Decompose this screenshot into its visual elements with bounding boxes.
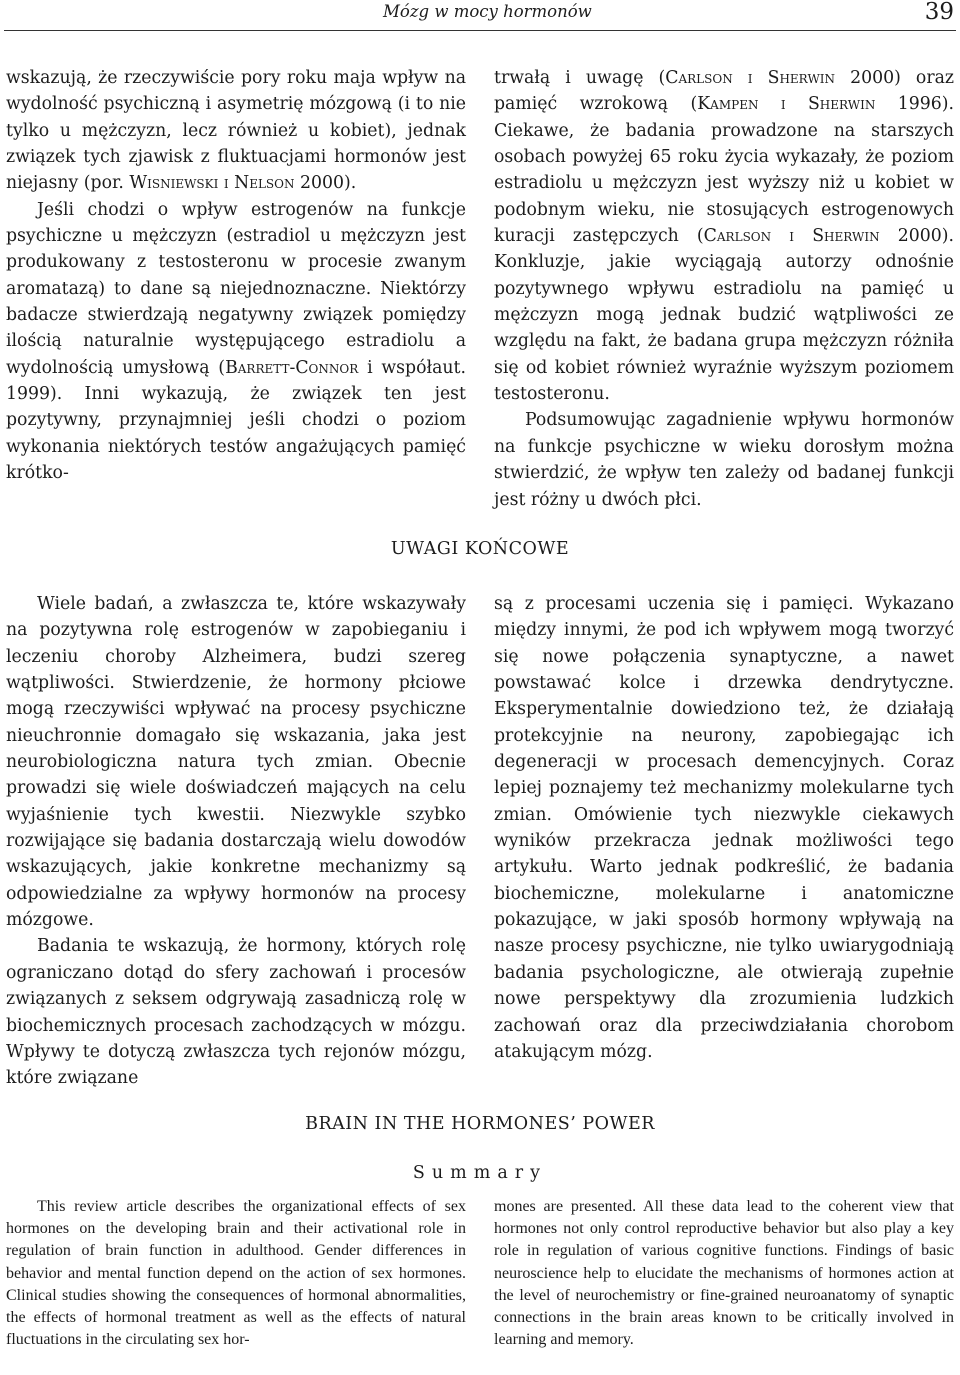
page-number: 39	[924, 0, 954, 25]
paragraph: są z procesami uczenia się i pamięci. Wykazano między innymi, że pod ich wpływem mogą tworzyć się nowe połączenia synaptyczne, a nawet powstawać kolce i drzewka dendrytyczne. Eksperymentalnie dowiedziono też, że działają protekcyjnie na neurony, zapobiegając ich degeneracji w procesach demencyjnych. Coraz lepiej poznajemy też mechanizmy molekularne tych zmian. Omówienie tych niezwykle ciekawych wyników przekracza jednak możliwości tego artykułu. Warto jednak podkreślić, że badania biochemiczne, molekularne i anatomiczne pokazujące, w jaki sposób hormony wpływają na nasze procesy psychiczne, nie tylko uwiarygodniają badania psychologiczne, ale otwierają zupełnie nowe perspektywy dla zrozumienia ludzkich zachowań oraz dla przeciwdziałania chorobom atakującym mózg.	[494, 594, 954, 1062]
paragraph: mones are presented. All these data lead to the coherent view that hormones not only control reproductive behavior but also play a key role in regulation of various cognitive functions. Findings of basic neuroscience help to elucidate the mechanisms of hormones action at the level of neurochemistry or fine-grained neuroanatomy of synaptic connections in the brain areas known to be critically involved in learning and memory.	[494, 1198, 954, 1349]
citation: Kampen i Sherwin	[697, 94, 876, 115]
conclusions-right-column	[494, 591, 954, 1065]
citation: Barrett-Connor	[225, 357, 359, 378]
paragraph: wskazują, że rzeczywiście pory roku maja wpływ na wydolność psychiczną i asymetrię mózgową (i to nie tylko u mężczyzn, lecz również u kobiet), jednak związek tych zjawisk z fluktuacjami hormonów jest niejasny (por. Wisniewski i Nelson 2000).	[6, 68, 466, 194]
paragraph: Badania te wskazują, że hormony, których rolę ograniczano dotąd do sfery zachowań i procesów związanych z seksem odgrywają zasadniczą rolę w biochemicznych procesach zachodzących w mózgu. Wpływy te dotyczą zwłaszcza tych rejonów mózgu, które związane	[6, 936, 466, 1089]
running-title: Mózg w mocy hormonów	[383, 2, 592, 21]
page-header	[0, 0, 960, 30]
citation: Wisniewski i Nelson	[129, 173, 295, 194]
paragraph: trwałą i uwagę (Carlson i Sherwin 2000) oraz pamięć wzrokową (Kampen i Sherwin 1996). Ciekawe, że badania prowadzone na starszych osobach powyżej 65 roku życia wykazały, że poziom estradiolu u mężczyzn jest wyższy niż u kobiet w podobnym wieku, nie stosujących estrogenowych kuracji zastępczych (Carlson i Sherwin 2000). Konkluzje, jakie wyciągają autorzy odnośnie pozytywnego wpływu estradiolu na pamięć u mężczyzn mogą jednak budzić wątpliwości ze względu na fakt, że badana grupa mężczyzn różniła się od kobiet również wyraźnie wyższym poziomem testosteronu.	[494, 68, 954, 405]
section-heading: UWAGI KOŃCOWE	[390, 539, 570, 559]
citation: Carlson i Sherwin	[703, 226, 880, 247]
intro-right-column	[494, 65, 954, 513]
summary-right-column	[494, 1196, 954, 1351]
citation: Carlson i Sherwin	[665, 68, 836, 88]
paragraph: This review article describes the organizational effects of sex hormones on the developing brain and their activational role in regulation of brain function in adulthood. Gender differences in behavior and mental function depend on the action of sex hormones. Clinical studies showing the consequences of hormonal abnormalities, the effects of hormonal treatment as well as the effects of natural fluctuations in the circulating sex hor-	[6, 1198, 466, 1349]
paragraph: Jeśli chodzi o wpływ estrogenów na funkcje psychiczne u mężczyzn (estradiol u mężczyzn jest produkowany z testosteronu w procesie zwanym aromatazą) to dane są niejednoznaczne. Niektórzy badacze stwierdzają negatywny związek pomiędzy ilością naturalnie występującego estradiolu a wydolnością umysłową (Barrett-Connor i współaut. 1999). Inni wykazują, że związek ten jest pozytywny, przynajmniej jeśli chodzi o poziom wykonania niektórych testów angażujących pamięć krótko-	[6, 199, 466, 484]
conclusions-left-column	[6, 591, 466, 1092]
summary-left-column	[6, 1196, 466, 1351]
header-rule	[4, 30, 956, 31]
paragraph: Wiele badań, a zwłaszcza te, które wskazywały na pozytywna rolę estrogenów w zapobieganiu i leczeniu choroby Alzheimera, budzi szereg wątpliwości. Stwierdzenie, że hormony płciowe mogą rzeczywiści wpływać na procesy psychiczne nieuchronnie domagało się wskazania, jaka jest neurobiologiczna natura tych zmian. Obecnie prowadzi się wiele doświadczeń mających na celu wyjaśnienie tych kwestii. Niezwykle szybko rozwijające się badania dostarczają wielu dowodów wskazujących, jakie konkretne mechanizmy są odpowiedzialne za wpływy hormonów na procesy mózgowe.	[6, 594, 466, 931]
summary-heading: Summary	[412, 1163, 548, 1183]
intro-left-column	[6, 65, 466, 487]
english-title: BRAIN IN THE HORMONES’ POWER	[305, 1114, 655, 1134]
paragraph: Podsumowując zagadnienie wpływu hormonów na funkcje psychiczne w wieku dorosłym można stwierdzić, że wpływ ten zależy od badanej funkcji jest różny u dwóch płci.	[494, 410, 954, 510]
